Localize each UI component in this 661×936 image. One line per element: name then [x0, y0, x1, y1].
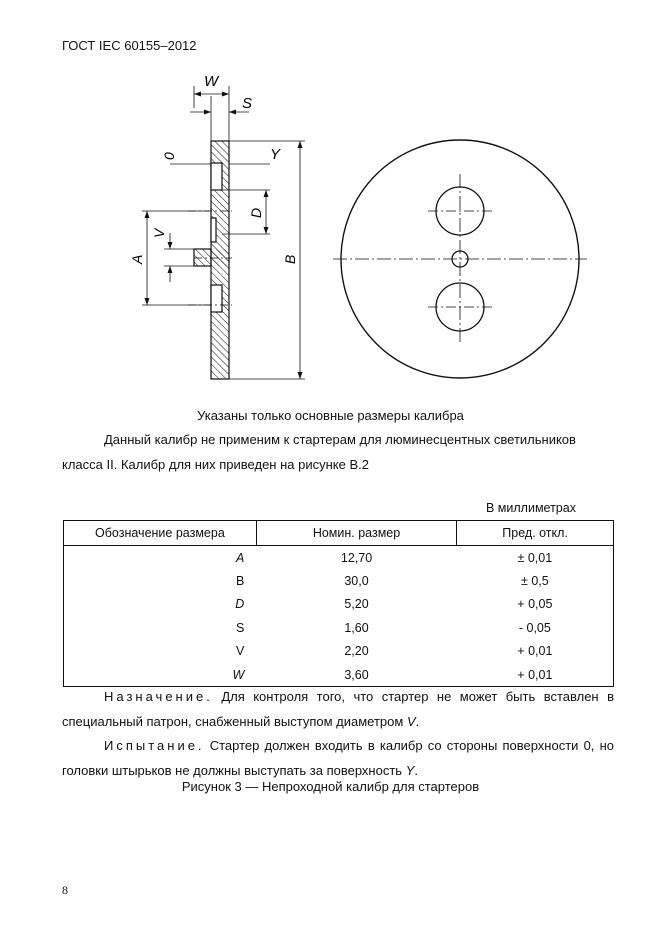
table-row [64, 616, 614, 639]
table-row [64, 569, 614, 592]
label-a: A [129, 254, 145, 264]
cell-nominal: 2,20 [344, 644, 369, 659]
label-v: V [151, 228, 167, 238]
purpose-paragraph [62, 684, 614, 734]
header-designation: Обозначение размера [64, 521, 257, 546]
note-paragraph [62, 427, 614, 477]
purpose-text: Для контроля того, что стартер не может быть вставлен в специальный патрон, снабженный выступом диаметром [62, 689, 614, 729]
label-surface-0: 0 [161, 152, 177, 160]
table-header-row [64, 521, 614, 546]
table-row [64, 640, 614, 663]
table-row [64, 546, 614, 570]
purpose-term: Назначение. [104, 689, 213, 704]
cell-designation: S [64, 616, 257, 639]
test-symbol: Y [405, 763, 415, 778]
cell-tolerance: - 0,05 [457, 616, 614, 639]
cell-tolerance: ± 0,01 [457, 546, 614, 570]
header-tolerance: Пред. откл. [457, 521, 614, 546]
label-y: Y [270, 146, 281, 163]
gauge-front-view [333, 140, 587, 378]
cell-designation: D [64, 593, 257, 616]
purpose-symbol: V [406, 714, 416, 729]
figure-caption: Рисунок 3 — Непроходной калибр для стартеров [181, 779, 480, 794]
units-note: В миллиметрах [486, 501, 576, 515]
label-w: W [204, 73, 219, 90]
cell-nominal: 12,70 [340, 550, 373, 565]
test-paragraph [62, 733, 614, 783]
label-d: D [248, 207, 264, 218]
gauge-drawing [120, 68, 600, 388]
test-term: Испытание. [104, 738, 205, 753]
test-text: Стартер должен входить в калибр со стороны поверхности 0, но головки штырьков не должны выступать за поверхность [62, 738, 614, 778]
cell-designation: A [64, 546, 257, 570]
dimensions-table [63, 520, 614, 687]
cell-tolerance: + 0,05 [457, 593, 614, 616]
page-header: ГОСТ IEC 60155–2012 [62, 38, 197, 53]
cell-tolerance: + 0,01 [457, 640, 614, 663]
cell-tolerance: ± 0,5 [457, 569, 614, 592]
cell-nominal: 30,0 [344, 574, 369, 589]
page-number: 8 [62, 883, 68, 897]
header-nominal: Номин. размер [256, 521, 456, 546]
note-line-1: Данный калибр не применим к стартерам для люминесцентных светильников [104, 432, 576, 447]
cell-nominal: 3,60 [256, 663, 456, 687]
label-b: B [282, 254, 298, 264]
note-line-2: класса II. Калибр для них приведен на рисунке В.2 [62, 457, 369, 472]
purpose-end: . [415, 714, 420, 729]
cell-nominal: 5,20 [344, 597, 369, 612]
cell-nominal: 1,60 [344, 620, 369, 635]
table-row [64, 593, 614, 616]
label-s: S [242, 95, 253, 112]
cell-designation: W [64, 663, 257, 687]
cell-designation: B [64, 569, 257, 592]
cell-designation: V [64, 640, 257, 663]
cell-tolerance: + 0,01 [457, 663, 614, 687]
drawing-caption: Указаны только основные размеры калибра [197, 408, 464, 423]
gauge-side-section [188, 141, 232, 379]
test-end: . [414, 763, 418, 778]
